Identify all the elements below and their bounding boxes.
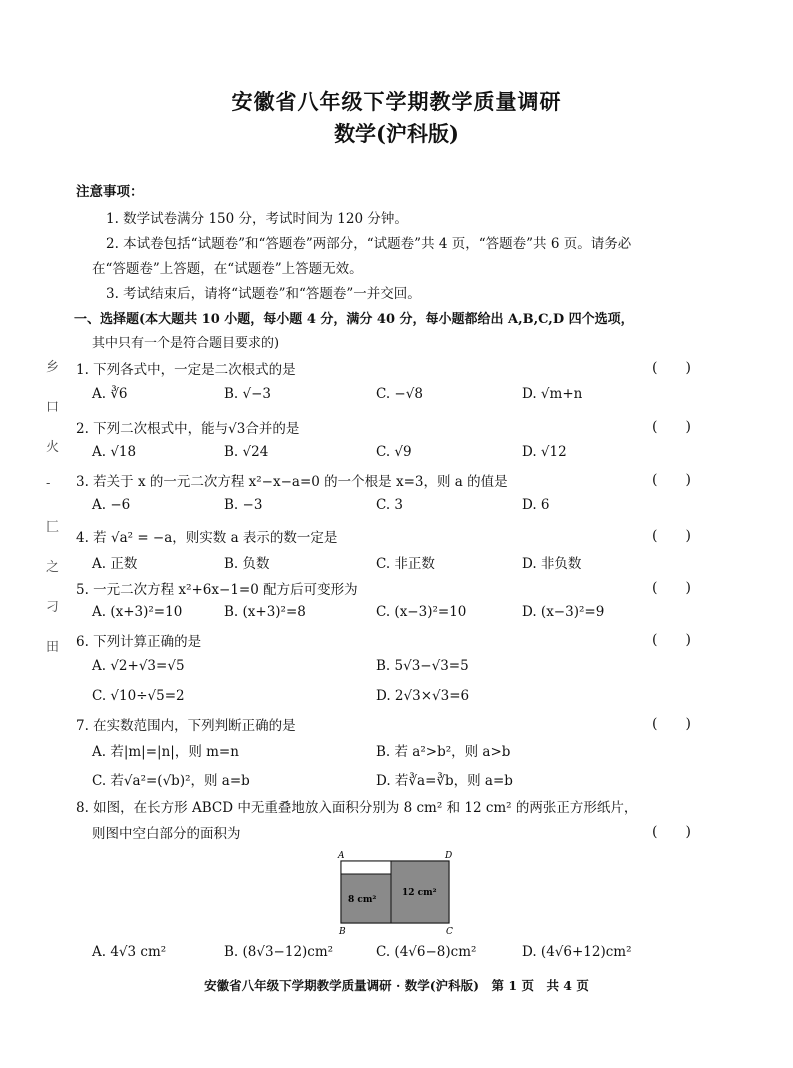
option: A. √18 (92, 444, 137, 460)
option: D. √12 (522, 444, 567, 460)
option: B. 5√3−√3=5 (376, 658, 469, 674)
option: D. (4√6+12)cm² (522, 944, 632, 960)
option: C. −√8 (376, 386, 423, 402)
question-stem: 5. 一元二次方程 x²+6x−1=0 配方后可变形为 (76, 582, 358, 598)
option: C. √10÷√5=2 (92, 688, 185, 704)
notes-heading: 注意事项： (76, 184, 144, 200)
margin-char: - (46, 476, 51, 491)
option: C. 若√a²=(√b)²，则 a=b (92, 773, 250, 789)
question-stem: 7. 在实数范围内，下列判断正确的是 (76, 718, 296, 734)
question-stem: 2. 下列二次根式中，能与√3合并的是 (76, 421, 300, 437)
option: B. (8√3−12)cm² (224, 944, 334, 960)
answer-paren: ( ) (652, 528, 691, 544)
option: C. 非正数 (376, 556, 435, 572)
note-item: 在“答题卷”上答题，在“试题卷”上答题无效。 (92, 261, 363, 277)
large-square-label: 12 cm² (402, 888, 437, 898)
option: A. −6 (92, 497, 131, 513)
option: A. 4√3 cm² (92, 944, 167, 960)
label-c: C (446, 927, 453, 937)
question-stem: 6. 下列计算正确的是 (76, 634, 202, 650)
answer-paren: ( ) (652, 716, 691, 732)
option: A. 正数 (92, 556, 138, 572)
section-heading-line2: 其中只有一个是符合题目要求的) (92, 336, 280, 351)
option: C. (x−3)²=10 (376, 604, 467, 620)
question-stem: 3. 若关于 x 的一元二次方程 x²−x−a=0 的一个根是 x=3，则 a 的值是 (76, 474, 508, 490)
option: B. (x+3)²=8 (224, 604, 306, 620)
answer-paren: ( ) (652, 580, 691, 596)
option: D. 若∛a=∛b，则 a=b (376, 773, 513, 789)
margin-char: 刁 (46, 600, 60, 615)
margin-char: 匚 (46, 520, 60, 535)
option: B. √24 (224, 444, 269, 460)
label-a: A (338, 851, 345, 861)
note-item: 3. 考试结束后，请将“试题卷”和“答题卷”一并交回。 (106, 286, 421, 302)
section-heading: 一、选择题(本大题共 10 小题，每小题 4 分，满分 40 分，每小题都给出 A,B,C,D 四个选项， (74, 312, 634, 327)
option: D. 非负数 (522, 556, 582, 572)
option: C. (4√6−8)cm² (376, 944, 477, 960)
option: A. ∛6 (92, 386, 128, 402)
option: B. √−3 (224, 386, 272, 402)
option: C. 3 (376, 497, 404, 513)
option: D. 6 (522, 497, 550, 513)
question-stem-cont: 则图中空白部分的面积为 (92, 826, 241, 842)
option: B. −3 (224, 497, 263, 513)
option: C. √9 (376, 444, 412, 460)
question-stem: 8. 如图，在长方形 ABCD 中无重叠地放入面积分别为 8 cm² 和 12 cm² 的两张正方形纸片， (76, 800, 638, 816)
margin-char: 口 (46, 400, 60, 415)
answer-paren: ( ) (652, 824, 691, 840)
page-title: 安徽省八年级下学期教学质量调研 (231, 89, 562, 114)
answer-paren: ( ) (652, 419, 691, 435)
question-stem: 4. 若 √a² = −a，则实数 a 表示的数一定是 (76, 530, 338, 546)
label-d: D (445, 851, 453, 861)
option: D. (x−3)²=9 (522, 604, 605, 620)
rectangle-figure (338, 850, 456, 937)
option: A. (x+3)²=10 (92, 604, 183, 620)
margin-char: 之 (46, 560, 60, 575)
margin-char: 乡 (46, 360, 60, 375)
note-item: 2. 本试卷包括“试题卷”和“答题卷”两部分，“试题卷”共 4 页，“答题卷”共 6 页。请务必 (106, 236, 632, 252)
margin-char: 火 (46, 440, 60, 455)
answer-paren: ( ) (652, 360, 691, 376)
answer-paren: ( ) (652, 632, 691, 648)
option: A. √2+√3=√5 (92, 658, 185, 674)
option: D. √m+n (522, 386, 583, 402)
note-item: 1. 数学试卷满分 150 分，考试时间为 120 分钟。 (106, 211, 408, 227)
small-square-label: 8 cm² (348, 895, 377, 905)
answer-paren: ( ) (652, 472, 691, 488)
label-b: B (339, 927, 346, 937)
option: B. 负数 (224, 556, 270, 572)
blank-region (341, 861, 391, 874)
page-subtitle: 数学(沪科版) (334, 121, 459, 146)
option: B. 若 a²>b²，则 a>b (376, 744, 511, 760)
margin-char: 田 (46, 640, 60, 655)
page-footer: 安徽省八年级下学期教学质量调研 · 数学(沪科版) 第 1 页 共 4 页 (204, 978, 589, 993)
option: A. 若|m|=|n|，则 m=n (92, 744, 239, 760)
option: D. 2√3×√3=6 (376, 688, 470, 704)
question-stem: 1. 下列各式中，一定是二次根式的是 (76, 362, 296, 378)
